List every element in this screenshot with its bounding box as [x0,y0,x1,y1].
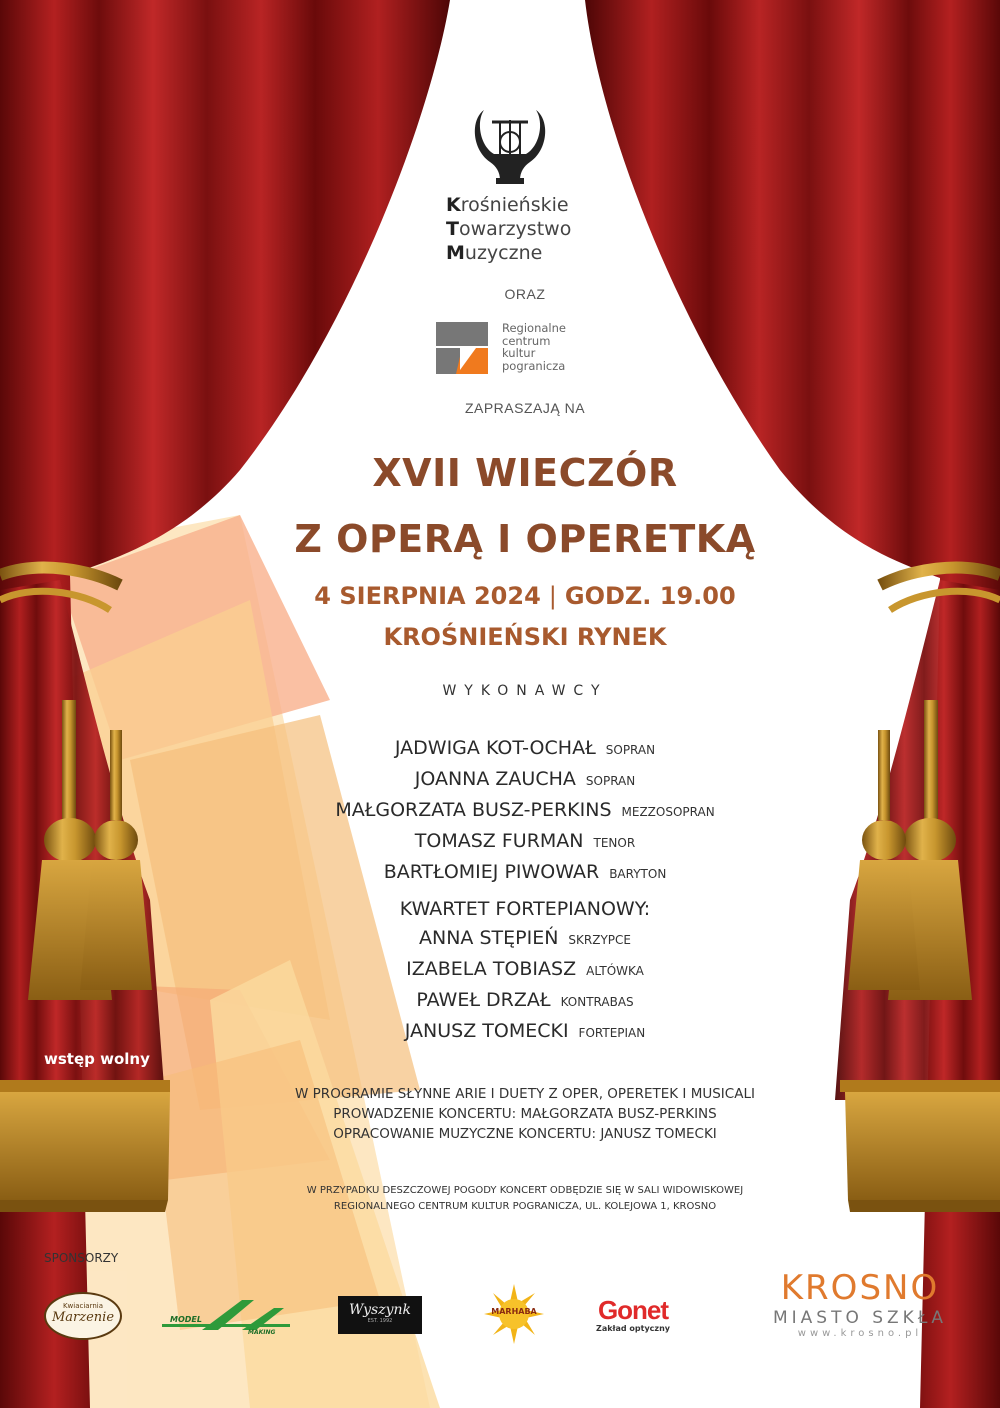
sponsor-logo-marhaba: MARHABA [484,1284,544,1344]
program-info: W PROGRAMIE SŁYNNE ARIE I DUETY Z OPER, OPERETEK I MUSICALI PROWADZENIE KONCERTU: MAŁGORZATA BUSZ-PERKINS OPRACOWANIE MUZYCZNE KONCERTU: JANUSZ TOMECKI [295,1086,755,1142]
sponsor-logo-model-making: MODEL MAKING [162,1298,292,1338]
performer-row: JADWIGA KOT-OCHAŁ SOPRAN [394,737,656,759]
performer-row: BARTŁOMIEJ PIWOWAR BARYTON [383,861,667,883]
event-title: XVII WIECZÓR Z OPERĄ I OPERETKĄ [294,451,756,561]
city-tagline: MIASTO SZKŁA [772,1308,948,1328]
performer-row: PAWEŁ DRZAŁ KONTRABAS [416,989,634,1011]
partner-name: Regionalne centrum kultur pogranicza [502,321,566,373]
performers-heading: WYKONAWCY [442,683,608,699]
performer-row: TOMASZ FURMAN TENOR [414,830,636,852]
performer-row: ANNA STĘPIEŃ SKRZYPCE [419,927,631,949]
singers-list [260,734,790,889]
quartet-heading: KWARTET FORTEPIANOWY: [399,898,651,920]
city-name: KROSNO [780,1268,940,1308]
rckp-logo-icon [436,322,488,374]
performer-row: JOANNA ZAUCHA SOPRAN [414,768,636,790]
performer-row: IZABELA TOBIASZ ALTÓWKA [406,958,644,980]
lyre-logo-icon [470,100,550,190]
event-place: KROŚNIEŃSKI RYNEK [383,623,667,651]
free-entry-label: wstęp wolny [44,1050,150,1068]
performer-row: MAŁGORZATA BUSZ-PERKINS MEZZOSOPRAN [335,799,715,821]
sponsor-logo-wyszynk: Wyszynk EST. 1992 [338,1296,422,1334]
connector-text: ORAZ [504,286,546,302]
rain-notice: W PRZYPADKU DESZCZOWEJ POGODY KONCERT ODBĘDZIE SIĘ W SALI WIDOWISKOWEJ REGIONALNEGO CENTRUM KULTUR POGRANICZA, UL. KOLEJOWA 1, KROSNO [306,1185,744,1212]
sponsor-logo-gonet: Gonet Zakład optyczny [596,1295,670,1333]
performer-row: JANUSZ TOMECKI FORTEPIAN [404,1020,646,1042]
quartet-list [260,895,790,1048]
sponsor-logo-marzenie: Kwiaciarnia Marzenie [44,1292,122,1340]
event-datetime: 4 SIERPNIA 2024 | GODZ. 19.00 [314,582,736,610]
sponsors-label: SPONSORZY [44,1251,119,1265]
invite-text: ZAPRASZAJĄ NA [464,400,586,416]
city-url[interactable]: www.krosno.pl [797,1328,923,1339]
city-logo [770,1268,950,1339]
organizer-name: Krośnieńskie Towarzystwo Muzyczne [446,194,572,264]
